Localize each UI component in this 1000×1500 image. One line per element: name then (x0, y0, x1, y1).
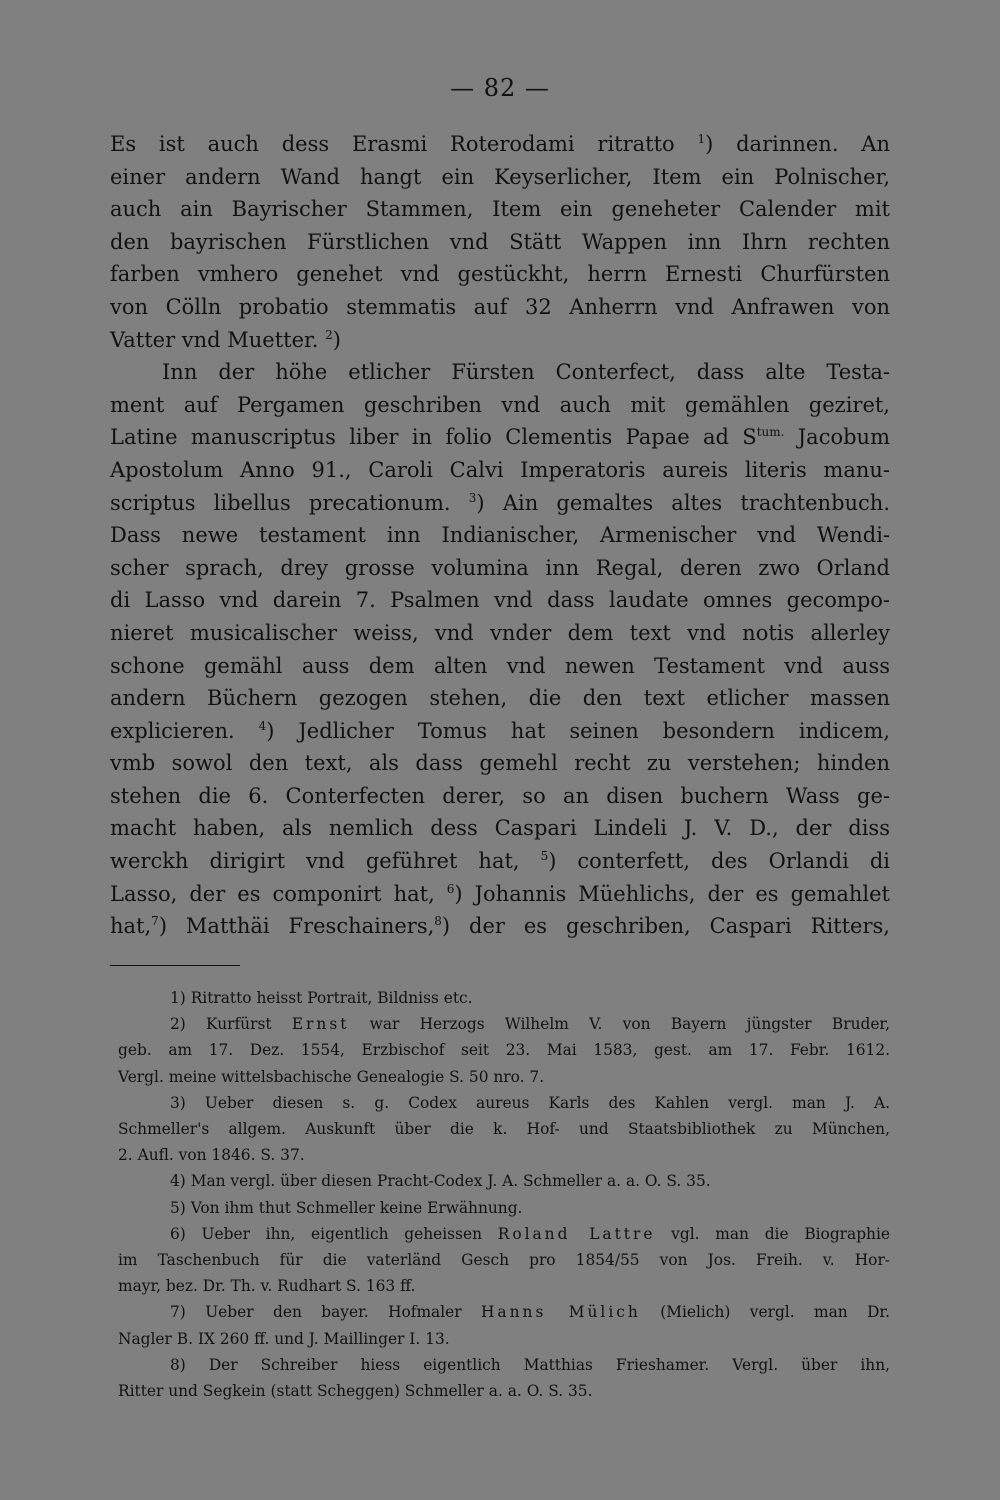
footnote-7 (118, 1299, 890, 1325)
footnote-line: Ritter und Segkein (statt Scheggen) Schmeller a. a. O. S. 35. (118, 1382, 593, 1401)
footnote-line: Vergl. meine wittelsbachische Genealogie S. 50 nro. 7. (118, 1067, 545, 1086)
text-line (110, 878, 890, 911)
text-line: auch ain Bayrischer Stammen, Item ein geneheter Calender mit (110, 197, 890, 222)
text-segment: vgl. man die Biographie (655, 1224, 891, 1243)
text-segment: 7) Ueber den bayer. Hofmaler (170, 1303, 482, 1322)
footnote-separator (110, 965, 240, 966)
text-line: schone gemähl auss dem alten vnd newen Testament vnd auss (110, 653, 890, 678)
footnote-3: 3) Ueber diesen s. g. Codex aureus Karls des Kahlen vergl. man J. A. (170, 1093, 890, 1112)
text-line (110, 845, 890, 878)
footnote-line: Nagler B. IX 260 ff. und J. Maillinger I. 13. (118, 1329, 450, 1348)
footnote-ref: 5 (540, 849, 549, 864)
text-line: Apostolum Anno 91., Caroli Calvi Imperatoris aureis literis manu- (110, 457, 890, 482)
text-line: stehen die 6. Conterfecten derer, so an disen buchern Wass ge- (110, 783, 890, 808)
text-line (110, 910, 890, 943)
footnote-ref: 4 (258, 718, 267, 733)
footnote-ref: 6 (446, 881, 455, 896)
footnote-ref: 8 (434, 914, 442, 929)
text-line (110, 128, 890, 161)
text-line: andern Büchern gezogen stehen, die den text etlicher massen (110, 686, 890, 711)
text-segment: werckh dirigirt vnd geführet hat, (110, 849, 520, 874)
footnote-line: Schmeller's allgem. Auskunft über die k. Hof- und Staatsbibliothek zu München, (118, 1120, 890, 1139)
footnote-ref: 7 (151, 914, 159, 929)
text-line: scher sprach, drey grosse volumina inn Regal, deren zwo Orland (110, 555, 890, 580)
text-segment: Es ist auch dess Erasmi Roterodami ritratto (110, 132, 675, 156)
spaced-name: Hanns Mülich (481, 1303, 641, 1322)
text-segment: Latine manuscriptus liber in folio Clementis Papae ad S (110, 425, 757, 450)
text-line: nieret musicalischer weiss, vnd vnder dem text vnd notis allerley (110, 620, 890, 645)
spaced-name: Roland Lattre (497, 1224, 656, 1243)
text-segment: ) (332, 327, 341, 352)
superscript: tum. (756, 425, 785, 440)
text-segment: Lasso, der es componirt hat, (110, 881, 435, 906)
text-segment: ) Ain gemaltes altes trachtenbuch. (476, 490, 890, 515)
page-number: — 82 — (450, 74, 550, 102)
text-line: farben vmhero genehet vnd gestückht, herrn Ernesti Churfürsten (110, 262, 890, 287)
text-line (110, 715, 890, 748)
text-segment: ) Jedlicher Tomus hat seinen besondern indicem, (266, 718, 890, 743)
text-line (110, 324, 890, 357)
text-segment: hat, (110, 914, 152, 939)
text-segment: ) Johannis Müehlichs, der es gemahlet (454, 881, 890, 906)
text-line: von Cölln probatio stemmatis auf 32 Anherrn vnd Anfrawen von (110, 294, 890, 319)
text-segment: explicieren. (110, 718, 235, 743)
footnotes (118, 985, 890, 1404)
text-line: den bayrischen Fürstlichen vnd Stätt Wappen inn Ihrn rechten (110, 229, 890, 254)
text-line: vmb sowol den text, als dass gemehl recht zu verstehen; hinden (110, 751, 890, 776)
footnote-line: 2. Aufl. von 1846. S. 37. (118, 1146, 305, 1165)
footnote-ref: 1 (697, 132, 706, 146)
footnote-line: mayr, bez. Dr. Th. v. Rudhart S. 163 ff. (118, 1277, 416, 1296)
footnote-6 (118, 1221, 890, 1247)
text-segment: ) conterfett, des Orlandi di (548, 849, 890, 874)
footnote-1: 1) Ritratto heisst Portrait, Bildniss etc. (170, 989, 473, 1007)
text-segment: ) darinnen. An (705, 132, 890, 156)
spaced-name: Ernst (291, 1015, 350, 1034)
text-line: einer andern Wand hangt ein Keyserlicher, Item ein Polnischer, (110, 164, 890, 189)
footnote-ref: 3 (468, 490, 477, 505)
text-line (110, 487, 890, 520)
footnote-8: 8) Der Schreiber hiess eigentlich Matthias Frieshamer. Vergl. über ihn, (170, 1355, 890, 1374)
text-segment: 6) Ueber ihn, eigentlich geheissen (170, 1224, 498, 1243)
text-line: macht haben, als nemlich dess Caspari Lindeli J. V. D., der diss (110, 816, 890, 841)
text-segment: ) Matthäi Freschainers, (158, 914, 435, 939)
text-line: di Lasso vnd darein 7. Psalmen vnd dass laudate omnes gecompo- (110, 588, 890, 613)
text-segment: (Mielich) vergl. man Dr. (640, 1303, 890, 1322)
text-segment: ) der es geschriben, Caspari Ritters, (441, 914, 890, 939)
footnote-5: 5) Von ihm thut Schmeller keine Erwähnung. (170, 1198, 523, 1217)
text-segment: Vatter vnd Muetter. (110, 327, 319, 352)
text-segment: Jacobum (784, 425, 890, 450)
text-line: ment auf Pergamen geschriben vnd auch mit gemählen geziret, (110, 392, 890, 417)
footnote-4: 4) Man vergl. über diesen Pracht-Codex J. A. Schmeller a. a. O. S. 35. (170, 1172, 711, 1191)
footnote-ref: 2 (325, 327, 333, 342)
footnote-2 (118, 1011, 890, 1037)
body-text (110, 128, 890, 943)
text-segment: scriptus libellus precationum. (110, 490, 451, 515)
text-line (110, 421, 890, 454)
text-line: Inn der höhe etlicher Fürsten Conterfect, dass alte Testa- (162, 360, 890, 385)
text-segment: 2) Kurfürst (170, 1015, 292, 1034)
footnote-line: geb. am 17. Dez. 1554, Erzbischof seit 23. Mai 1583, gest. am 17. Febr. 1612. (118, 1041, 890, 1060)
text-line: Dass newe testament inn Indianischer, Armenischer vnd Wendi- (110, 523, 890, 548)
text-segment: war Herzogs Wilhelm V. von Bayern jüngster Bruder, (349, 1015, 890, 1034)
footnote-line: im Taschenbuch für die vaterländ Gesch pro 1854/55 von Jos. Freih. v. Hor- (118, 1251, 890, 1270)
